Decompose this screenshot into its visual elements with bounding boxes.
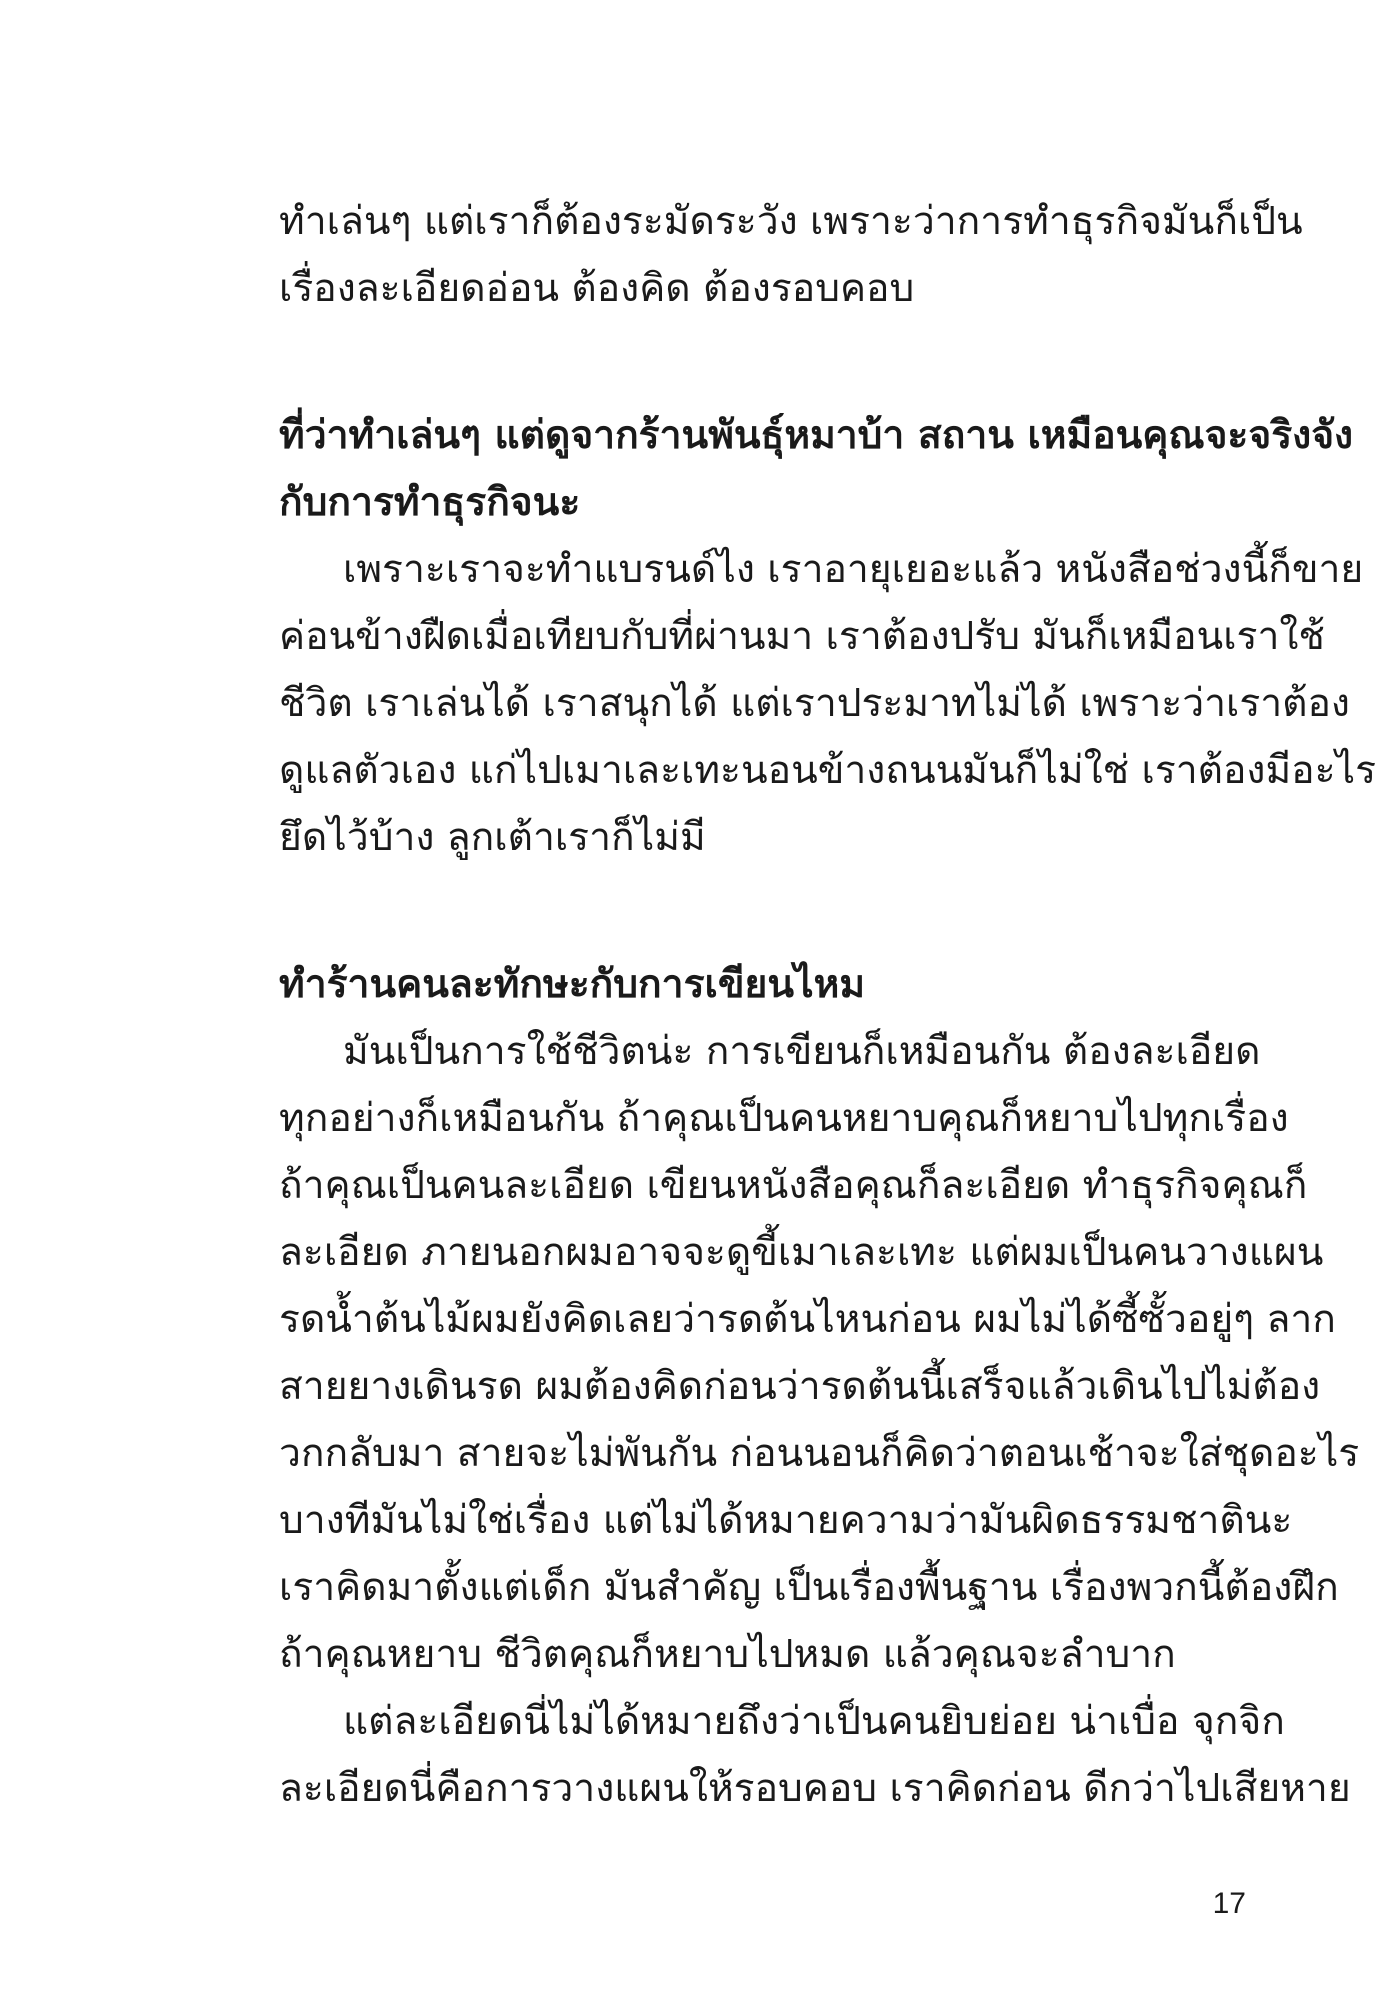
paragraph-line: เรื่องละเอียดอ่อน ต้องคิด ต้องรอบคอบ [279,266,915,311]
paragraph-line: ดูแลตัวเอง แก่ไปเมาเละเทะนอนข้างถนนมันก็ไม่ใช่ เราต้องมีอะไร [279,748,1377,793]
paragraph-line: ชีวิต เราเล่นได้ เราสนุกได้ แต่เราประมาทไม่ได้ เพราะว่าเราต้อง [279,681,1350,726]
paragraph-line: ทำเล่นๆ แต่เราก็ต้องระมัดระวัง เพราะว่าการทำธุรกิจมันก็เป็น [279,199,1303,244]
section-gap [279,871,1245,951]
section-gap [279,322,1245,402]
heading-line: ทำร้านคนละทักษะกับการเขียนไหม [279,962,866,1007]
paragraph-line: ยึดไว้บ้าง ลูกเต้าเราก็ไม่มี [279,815,706,860]
body-text [279,188,1377,1822]
heading-question-2 [279,951,1245,1018]
paragraph-line: ละเอียด ภายนอกผมอาจจะดูขี้เมาเละเทะ แต่ผมเป็นคนวางแผน [279,1230,1324,1275]
paragraph-line: วกกลับมา สายจะไม่พันกัน ก่อนนอนก็คิดว่าตอนเช้าจะใส่ชุดอะไร [279,1431,1360,1476]
paragraph-line: ละเอียดนี่คือการวางแผนให้รอบคอบ เราคิดก่อน ดีกว่าไปเสียหาย [279,1766,1351,1811]
page-number: 17 [1212,1887,1246,1920]
paragraph-line: มันเป็นการใช้ชีวิตน่ะ การเขียนก็เหมือนกัน ต้องละเอียด [343,1029,1261,1074]
heading-line: ที่ว่าทำเล่นๆ แต่ดูจากร้านพันธุ์หมาบ้า สถาน เหมือนคุณจะจริงจัง [279,413,1354,458]
paragraph-3 [279,1018,1360,1688]
paragraph-line: สายยางเดินรด ผมต้องคิดก่อนว่ารดต้นนี้เสร็จแล้วเดินไปไม่ต้อง [279,1364,1321,1409]
paragraph-line: ถ้าคุณหยาบ ชีวิตคุณก็หยาบไปหมด แล้วคุณจะลำบาก [279,1632,1176,1677]
paragraph-1 [279,188,1303,322]
paragraph-line: บางทีมันไม่ใช่เรื่อง แต่ไม่ได้หมายความว่ามันผิดธรรมชาตินะ [279,1498,1293,1543]
paragraph-line: เพราะเราจะทำแบรนด์ไง เราอายุเยอะแล้ว หนังสือช่วงนี้ก็ขาย [343,547,1364,592]
paragraph-line: รดน้ำต้นไม้ผมยังคิดเลยว่ารดต้นไหนก่อน ผมไม่ได้ซี้ซั้วอยู่ๆ ลาก [279,1297,1336,1342]
paragraph-2 [279,536,1377,871]
paragraph-line: แต่ละเอียดนี่ไม่ได้หมายถึงว่าเป็นคนยิบย่อย น่าเบื่อ จุกจิก [343,1699,1285,1744]
heading-question-1 [279,402,1354,536]
paragraph-line: ค่อนข้างฝืดเมื่อเทียบกับที่ผ่านมา เราต้องปรับ มันก็เหมือนเราใช้ [279,614,1325,659]
paragraph-line: ทุกอย่างก็เหมือนกัน ถ้าคุณเป็นคนหยาบคุณก็หยาบไปทุกเรื่อง [279,1096,1289,1141]
heading-line: กับการทำธุรกิจนะ [279,480,581,525]
paragraph-line: เราคิดมาตั้งแต่เด็ก มันสำคัญ เป็นเรื่องพื้นฐาน เรื่องพวกนี้ต้องฝึก [279,1565,1339,1610]
paragraph-line: ถ้าคุณเป็นคนละเอียด เขียนหนังสือคุณก็ละเอียด ทำธุรกิจคุณก็ [279,1163,1308,1208]
paragraph-4 [279,1688,1351,1822]
